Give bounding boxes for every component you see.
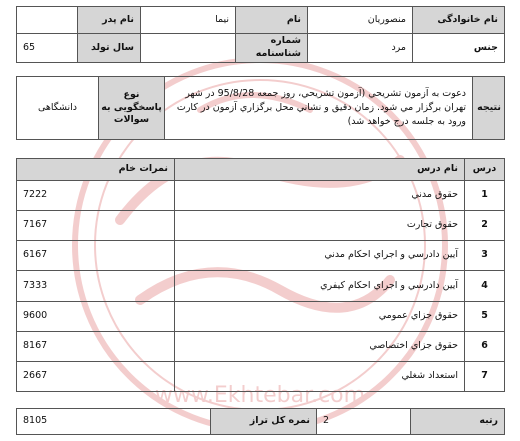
table-row — [17, 181, 505, 211]
header-lesson-name: نام درس — [175, 159, 465, 181]
id-label: شماره شناسنامه — [236, 34, 308, 63]
table-row — [17, 331, 505, 361]
lesson-name: حقوق مدني — [175, 181, 465, 211]
summary-table — [16, 408, 505, 435]
table-row — [17, 211, 505, 241]
lesson-name: حقوق جزاي اختصاصي — [175, 331, 465, 361]
raw-score: 8167 — [17, 331, 175, 361]
result-label: نتیجه — [473, 77, 505, 140]
answer-type-value: دانشگاهی — [17, 77, 99, 140]
result-text: دعوت به آزمون تشريحي (آزمون تشريحي، روز جمعه 95/8/28 در شهر تهران برگزار مي شود. زمان دقيق و نشاني محل برگزاري آزمون در كارت ورود به جلسه درج خواهد شد) — [165, 77, 473, 140]
father-value — [17, 7, 78, 34]
result-table — [16, 76, 505, 140]
surname-value: منصوریان — [308, 7, 413, 34]
personal-info-table — [16, 6, 505, 63]
birth-label: سال تولد — [78, 34, 141, 63]
raw-score: 9600 — [17, 301, 175, 331]
lesson-name: حقوق جزاي عمومي — [175, 301, 465, 331]
lesson-number: 3 — [465, 241, 505, 271]
raw-score: 6167 — [17, 241, 175, 271]
rank-value: 2 — [317, 409, 411, 435]
raw-score: 2667 — [17, 361, 175, 391]
lesson-name: آيين دادرسي و اجراي احكام كيفري — [175, 271, 465, 301]
father-label: نام پدر — [78, 7, 141, 34]
total-value: 8105 — [17, 409, 211, 435]
answer-type-label: نوع پاسخگویی به سوالات — [99, 77, 165, 140]
total-label: نمره کل تراز — [211, 409, 317, 435]
lesson-number: 4 — [465, 271, 505, 301]
lesson-name: آيين دادرسي و اجراي احكام مدني — [175, 241, 465, 271]
lesson-name: حقوق تجارت — [175, 211, 465, 241]
scores-table — [16, 158, 505, 392]
table-row — [17, 301, 505, 331]
table-row — [17, 241, 505, 271]
lesson-number: 6 — [465, 331, 505, 361]
name-value: نیما — [141, 7, 236, 34]
table-row — [17, 271, 505, 301]
header-lesson: درس — [465, 159, 505, 181]
surname-label: نام خانوادگی — [413, 7, 505, 34]
header-raw-score: نمرات خام — [17, 159, 175, 181]
lesson-name: استعداد شغلي — [175, 361, 465, 391]
raw-score: 7167 — [17, 211, 175, 241]
lesson-number: 1 — [465, 181, 505, 211]
lesson-number: 2 — [465, 211, 505, 241]
name-label: نام — [236, 7, 308, 34]
raw-score: 7333 — [17, 271, 175, 301]
table-row — [17, 361, 505, 391]
gender-label: جنس — [413, 34, 505, 63]
lesson-number: 7 — [465, 361, 505, 391]
gender-value: مرد — [308, 34, 413, 63]
birth-value: 65 — [17, 34, 78, 63]
rank-label: رتبه — [411, 409, 505, 435]
watermark-site-text: www.Ekhtebar.com — [154, 383, 366, 408]
lesson-number: 5 — [465, 301, 505, 331]
raw-score: 7222 — [17, 181, 175, 211]
id-value — [141, 34, 236, 63]
